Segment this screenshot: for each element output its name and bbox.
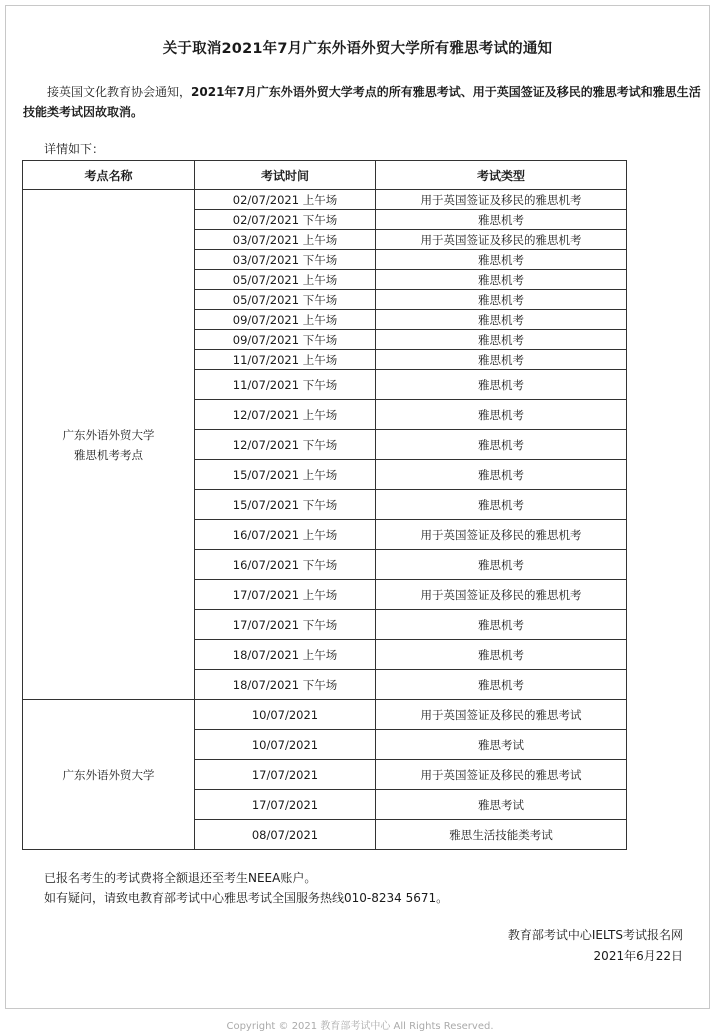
exam-time-cell: 05/07/2021 下午场 bbox=[195, 290, 376, 310]
exam-time-cell: 15/07/2021 上午场 bbox=[195, 460, 376, 490]
exam-time-cell: 11/07/2021 上午场 bbox=[195, 350, 376, 370]
exam-type-cell: 雅思机考 bbox=[376, 330, 627, 350]
exam-time-cell: 03/07/2021 上午场 bbox=[195, 230, 376, 250]
exam-type-cell: 用于英国签证及移民的雅思机考 bbox=[376, 230, 627, 250]
exam-time-cell: 17/07/2021 下午场 bbox=[195, 610, 376, 640]
exam-type-cell: 雅思机考 bbox=[376, 610, 627, 640]
intro-lead: 接英国文化教育协会通知， bbox=[47, 85, 192, 99]
exam-time-cell: 18/07/2021 下午场 bbox=[195, 670, 376, 700]
exam-time-cell: 02/07/2021 上午场 bbox=[195, 190, 376, 210]
intro-bold: 2021年7月广东外语外贸大学考点的所有雅思考试、用于英国签证及移民的雅思考试和雅思生活技能类考试因故取消。 bbox=[23, 85, 701, 119]
venue-subname: 雅思机考考点 bbox=[74, 447, 143, 462]
table-row bbox=[23, 190, 627, 210]
exam-type-cell: 雅思机考 bbox=[376, 640, 627, 670]
exam-table-body bbox=[23, 190, 627, 850]
exam-table bbox=[22, 160, 627, 850]
exam-type-cell: 雅思机考 bbox=[376, 400, 627, 430]
exam-type-cell: 雅思考试 bbox=[376, 790, 627, 820]
venue-name: 广东外语外贸大学 bbox=[62, 767, 155, 782]
exam-type-cell: 用于英国签证及移民的雅思考试 bbox=[376, 700, 627, 730]
exam-type-cell: 雅思机考 bbox=[376, 250, 627, 270]
copyright-text: Copyright © 2021 教育部考试中心 All Rights Reserved. bbox=[226, 1021, 494, 1032]
header-type: 考试类型 bbox=[376, 161, 627, 190]
exam-type-cell: 雅思机考 bbox=[376, 350, 627, 370]
exam-type-cell: 雅思考试 bbox=[376, 730, 627, 760]
exam-type-cell: 雅思生活技能类考试 bbox=[376, 820, 627, 850]
exam-time-cell: 03/07/2021 下午场 bbox=[195, 250, 376, 270]
exam-type-cell: 雅思机考 bbox=[376, 460, 627, 490]
exam-type-cell: 雅思机考 bbox=[376, 430, 627, 460]
exam-time-cell: 10/07/2021 bbox=[195, 700, 376, 730]
venue-cell bbox=[23, 190, 195, 700]
exam-type-cell: 雅思机考 bbox=[376, 290, 627, 310]
exam-type-cell: 雅思机考 bbox=[376, 490, 627, 520]
exam-type-cell: 雅思机考 bbox=[376, 310, 627, 330]
exam-time-cell: 17/07/2021 bbox=[195, 790, 376, 820]
exam-time-cell: 12/07/2021 下午场 bbox=[195, 430, 376, 460]
header-time: 考试时间 bbox=[195, 161, 376, 190]
exam-time-cell: 05/07/2021 上午场 bbox=[195, 270, 376, 290]
venue-cell bbox=[23, 700, 195, 850]
notice-document bbox=[5, 5, 710, 1009]
details-label: 详情如下： bbox=[44, 142, 105, 156]
exam-type-cell: 雅思机考 bbox=[376, 550, 627, 580]
venue-name: 广东外语外贸大学 bbox=[62, 427, 155, 442]
signature bbox=[508, 925, 683, 967]
hotline-note: 如有疑问，请致电教育部考试中心雅思考试全国服务热线010-8234 5671。 bbox=[44, 891, 449, 905]
refund-note: 已报名考生的考试费将全额退还至考生NEEA账户。 bbox=[44, 871, 317, 885]
exam-type-cell: 雅思机考 bbox=[376, 210, 627, 230]
exam-time-cell: 17/07/2021 bbox=[195, 760, 376, 790]
exam-time-cell: 15/07/2021 下午场 bbox=[195, 490, 376, 520]
exam-time-cell: 16/07/2021 上午场 bbox=[195, 520, 376, 550]
exam-time-cell: 18/07/2021 上午场 bbox=[195, 640, 376, 670]
exam-time-cell: 16/07/2021 下午场 bbox=[195, 550, 376, 580]
exam-type-cell: 用于英国签证及移民的雅思机考 bbox=[376, 190, 627, 210]
header-venue: 考点名称 bbox=[23, 161, 195, 190]
exam-type-cell: 用于英国签证及移民的雅思机考 bbox=[376, 520, 627, 550]
exam-time-cell: 09/07/2021 下午场 bbox=[195, 330, 376, 350]
exam-time-cell: 17/07/2021 上午场 bbox=[195, 580, 376, 610]
exam-time-cell: 11/07/2021 下午场 bbox=[195, 370, 376, 400]
intro-paragraph bbox=[23, 82, 703, 122]
signature-org: 教育部考试中心IELTS考试报名网 bbox=[507, 928, 683, 942]
signature-date: 2021年6月22日 bbox=[593, 949, 683, 963]
exam-type-cell: 雅思机考 bbox=[376, 670, 627, 700]
table-row bbox=[23, 700, 627, 730]
exam-type-cell: 用于英国签证及移民的雅思考试 bbox=[376, 760, 627, 790]
exam-time-cell: 09/07/2021 上午场 bbox=[195, 310, 376, 330]
exam-type-cell: 用于英国签证及移民的雅思机考 bbox=[376, 580, 627, 610]
exam-time-cell: 02/07/2021 下午场 bbox=[195, 210, 376, 230]
exam-type-cell: 雅思机考 bbox=[376, 270, 627, 290]
exam-type-cell: 雅思机考 bbox=[376, 370, 627, 400]
exam-time-cell: 12/07/2021 上午场 bbox=[195, 400, 376, 430]
exam-time-cell: 08/07/2021 bbox=[195, 820, 376, 850]
notice-title: 关于取消2021年7月广东外语外贸大学所有雅思考试的通知 bbox=[162, 41, 553, 57]
exam-time-cell: 10/07/2021 bbox=[195, 730, 376, 760]
footer-notes bbox=[44, 868, 448, 908]
table-header-row bbox=[23, 161, 627, 190]
